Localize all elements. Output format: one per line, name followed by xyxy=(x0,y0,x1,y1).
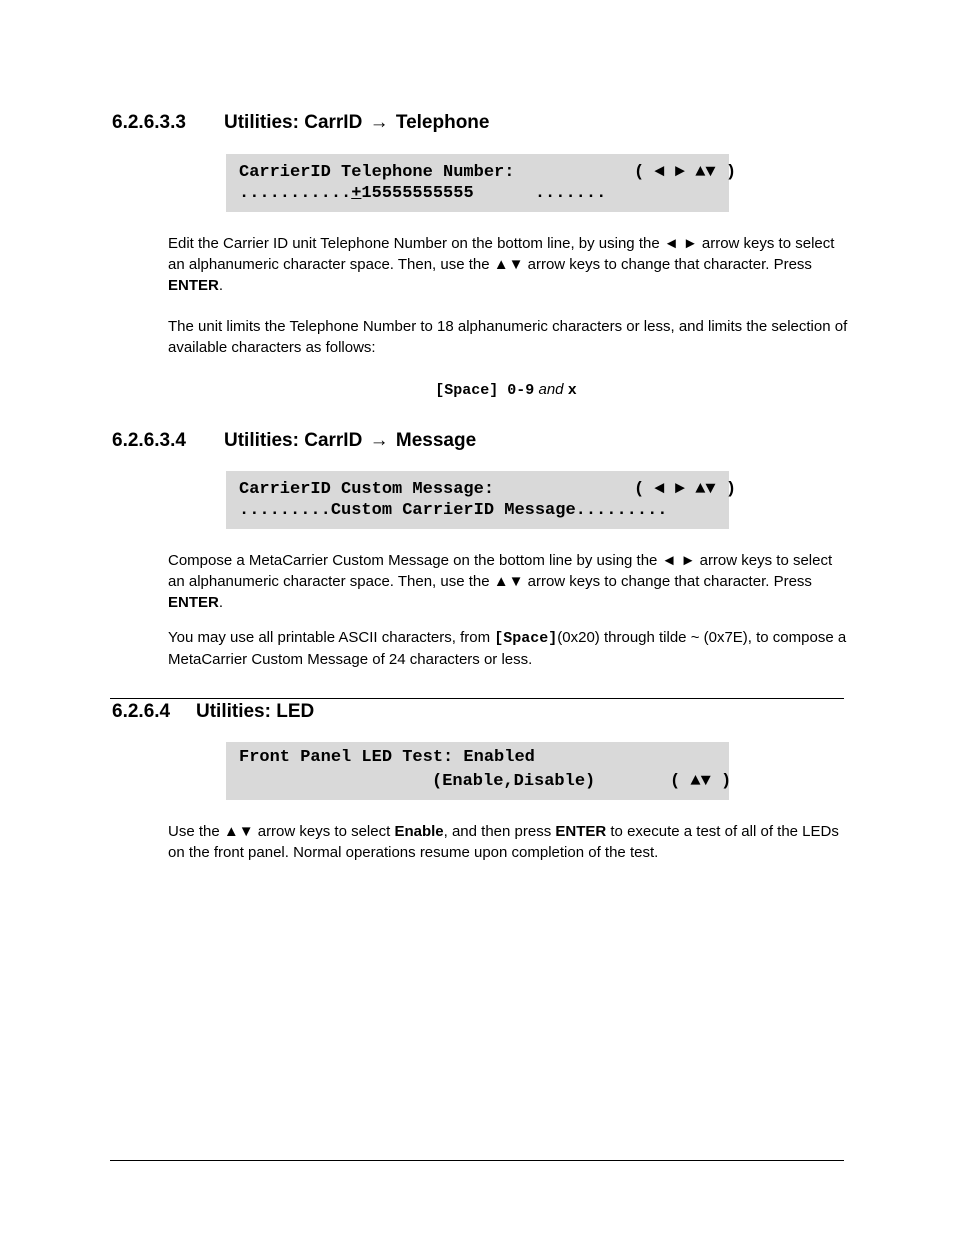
section-divider xyxy=(110,698,844,699)
lcd-display-message xyxy=(226,471,737,529)
footer-rule xyxy=(110,1160,844,1161)
lcd-line-2: .........Custom CarrierID Message......... xyxy=(239,501,668,520)
led-para-a: Use the ▲▼ arrow keys to select xyxy=(168,823,395,840)
lcd-arrow-keys-icon: ( ◄ ► ▲▼ ) xyxy=(634,163,737,182)
telephone-para-2: The unit limits the Telephone Number to 18 alphanumeric characters or less, and limits the selection of available characters as follows: xyxy=(168,318,848,356)
lcd-line-2-spacer xyxy=(474,184,535,203)
message-para-1 xyxy=(168,550,848,613)
lcd-display-telephone xyxy=(226,154,737,212)
section-title: Utilities: LED xyxy=(196,701,315,722)
enable-keyword: Enable xyxy=(394,823,444,840)
led-para-b: , and then press xyxy=(443,823,556,840)
lcd-line-1: Front Panel LED Test: Enabled xyxy=(239,748,535,767)
section-number: 6.2.6.4 xyxy=(112,701,171,722)
led-para-c: to execute a test of all of the LEDs on the front panel. Normal operations resume upon completion of the test. xyxy=(168,823,839,861)
allowed-chars-first: [Space] 0-9 xyxy=(435,382,535,399)
space-keyword: [Space] xyxy=(494,630,558,647)
lcd-line-2: (Enable,Disable) xyxy=(432,772,596,791)
section-title-prefix: Utilities: CarrID xyxy=(224,430,363,451)
lcd-cursor: + xyxy=(351,184,362,203)
lcd-line-1: CarrierID Custom Message: xyxy=(239,480,495,499)
lcd-line-2-suffix: ....... xyxy=(534,184,607,203)
section-title-prefix: Utilities: CarrID xyxy=(224,112,363,133)
allowed-characters xyxy=(0,380,954,401)
lcd-line-1: CarrierID Telephone Number: xyxy=(239,163,515,182)
telephone-para-1-text: Edit the Carrier ID unit Telephone Number on the bottom line, by using the ◄ ► arrow keys to select an alphanumeric character space. Then, use the ▲▼ arrow keys to change that character. Press xyxy=(168,235,835,273)
allowed-chars-and: and xyxy=(538,381,564,398)
message-para-2-after: (0x20) through tilde ~ (0x7E), to compose a MetaCarrier Custom Message of 24 characters or less. xyxy=(168,629,847,668)
right-arrow-icon: → xyxy=(369,112,389,133)
lcd-display-led xyxy=(226,742,732,800)
enter-keyword: ENTER xyxy=(555,823,607,840)
telephone-para-1 xyxy=(168,233,848,296)
section-heading-message xyxy=(112,430,476,452)
lcd-up-down-keys-icon: ( ▲▼ ) xyxy=(670,772,732,791)
message-para-2-before: You may use all printable ASCII characters, from xyxy=(168,629,495,646)
lcd-arrow-keys-icon: ( ◄ ► ▲▼ ) xyxy=(634,480,737,499)
section-number: 6.2.6.3.4 xyxy=(112,430,186,451)
section-number: 6.2.6.3.3 xyxy=(112,112,186,133)
allowed-chars-last: x xyxy=(567,382,577,399)
section-title-suffix: Telephone xyxy=(395,112,490,133)
enter-keyword: ENTER xyxy=(168,594,219,611)
led-para xyxy=(168,821,848,863)
message-para-2 xyxy=(168,627,848,670)
message-para-1-end: . xyxy=(218,594,224,611)
lcd-line-2-prefix: ........... xyxy=(239,184,352,203)
section-title-suffix: Message xyxy=(395,430,477,451)
message-para-1-text: Compose a MetaCarrier Custom Message on the bottom line by using the ◄ ► arrow keys to select an alphanumeric character space. Then, use the ▲▼ arrow keys to change that character. Press xyxy=(168,552,833,590)
telephone-para-1-end: . xyxy=(218,277,224,294)
enter-keyword: ENTER xyxy=(168,277,219,294)
section-heading-telephone xyxy=(112,112,489,134)
right-arrow-icon: → xyxy=(369,430,389,451)
section-heading-led xyxy=(112,701,314,723)
lcd-line-2 xyxy=(239,184,606,204)
lcd-telephone-value: 15555555555 xyxy=(361,184,474,203)
